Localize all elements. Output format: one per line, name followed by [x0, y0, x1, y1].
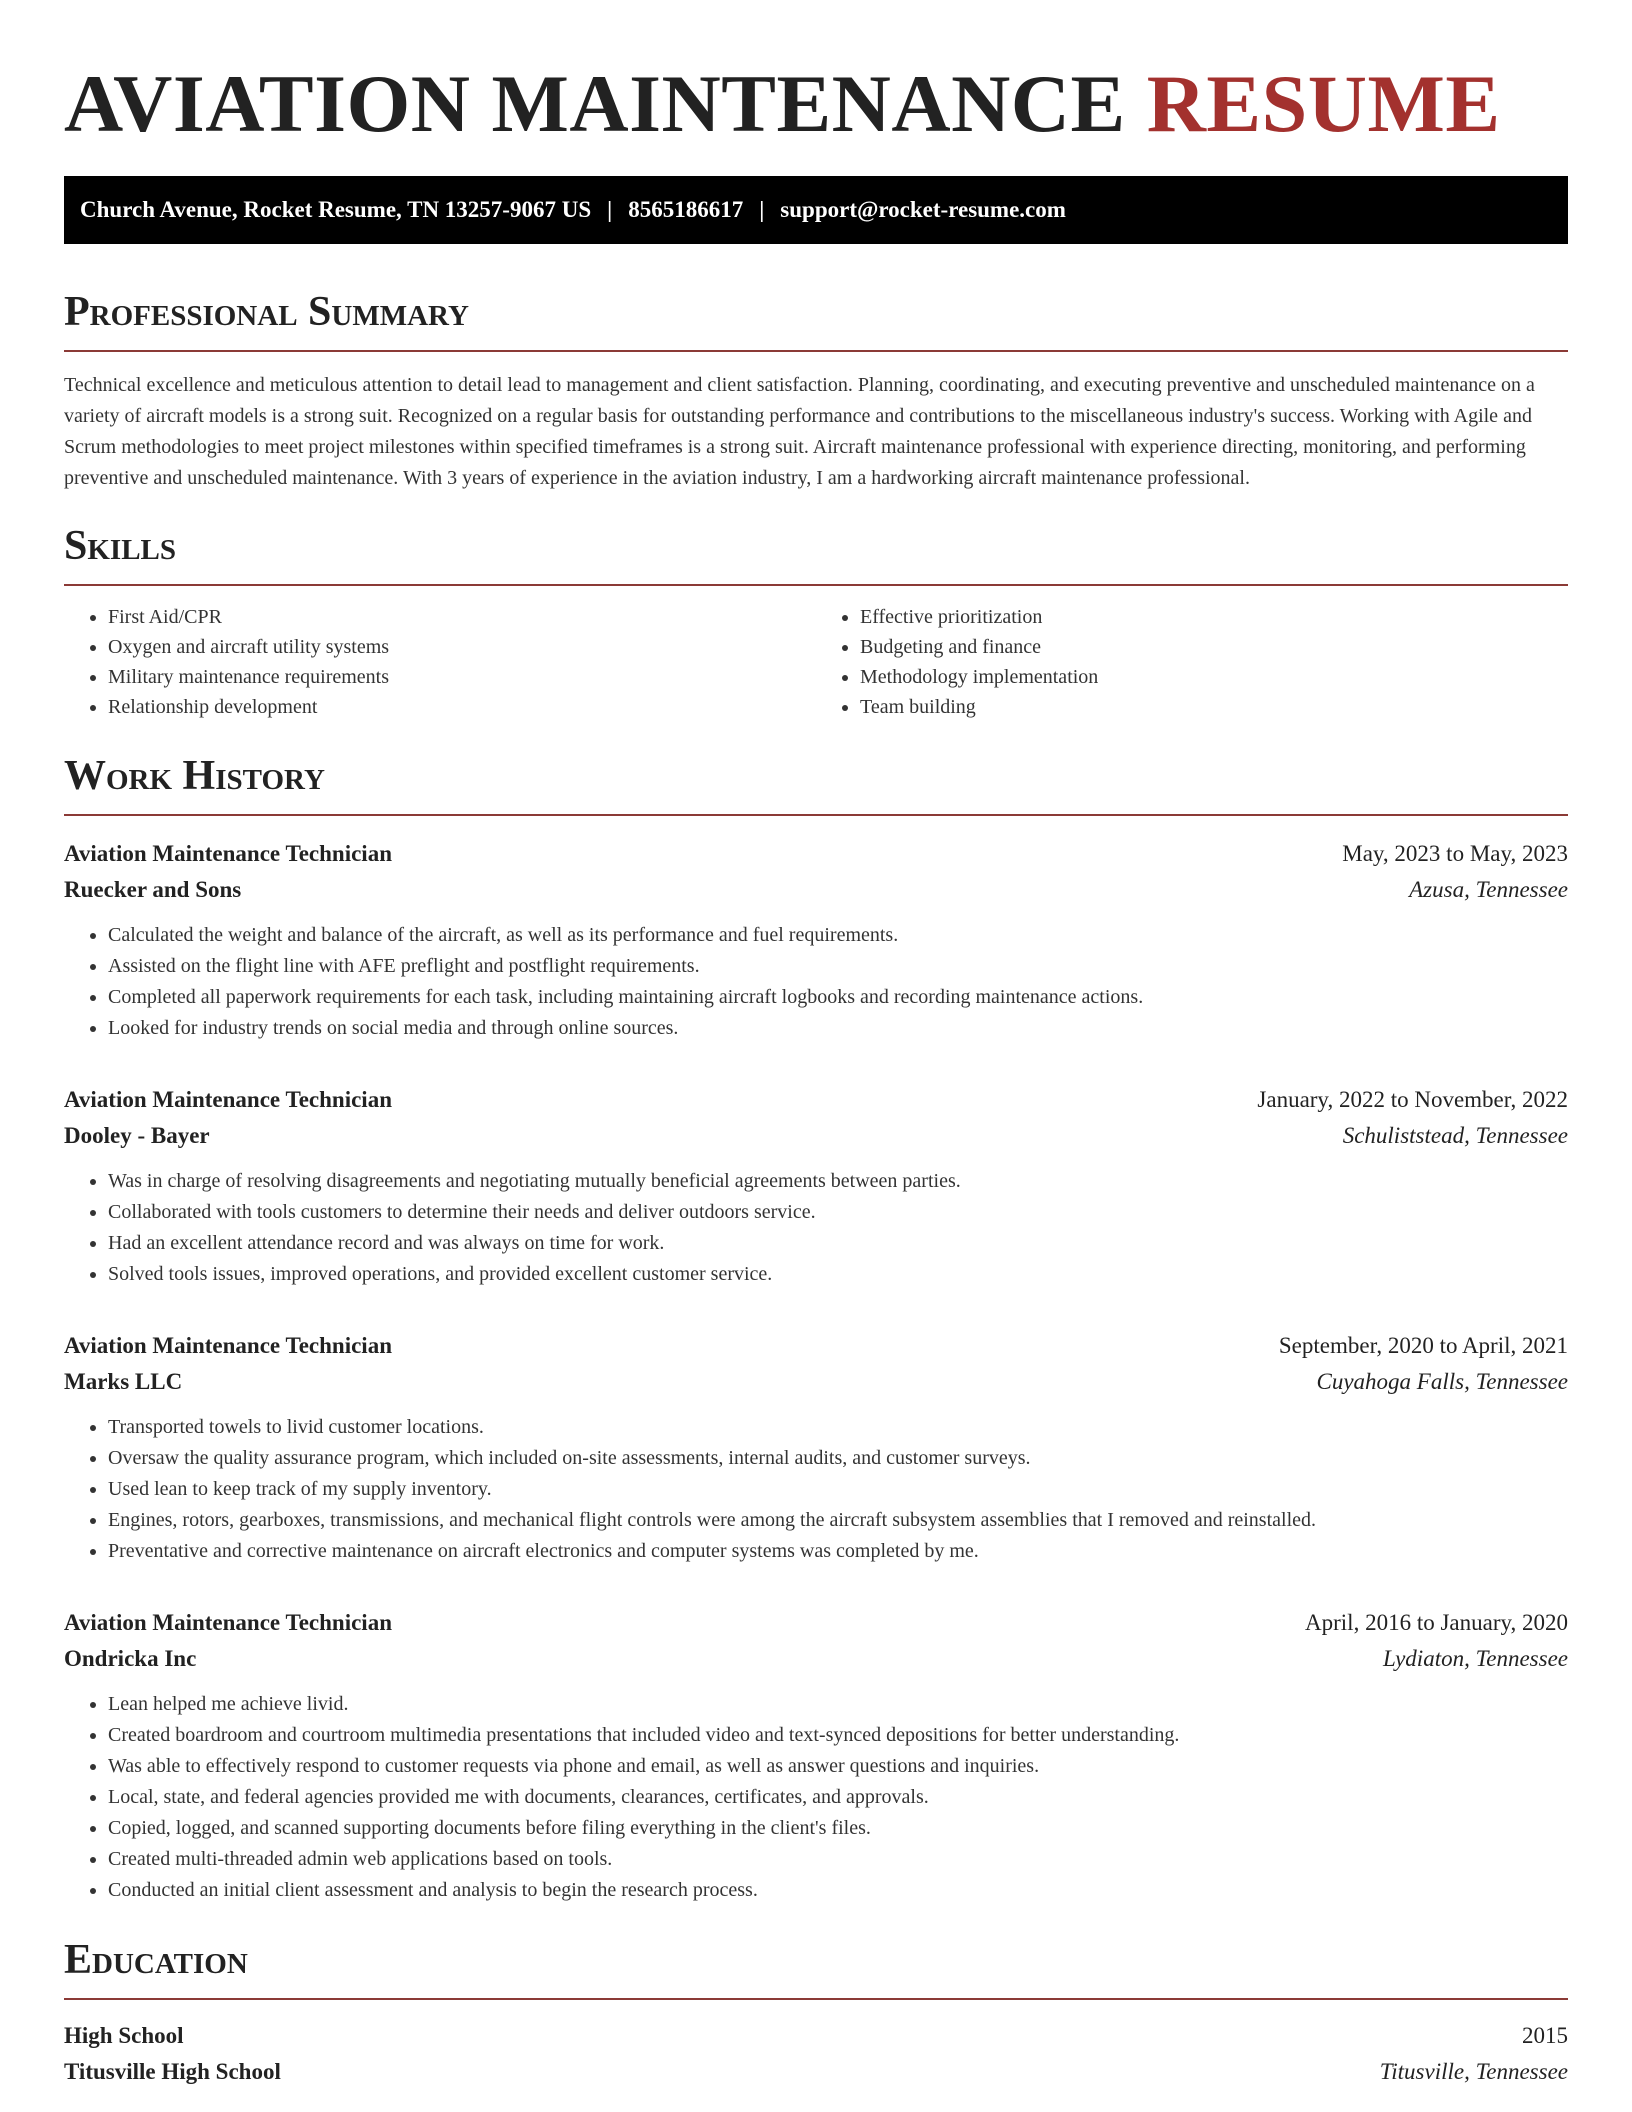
job-bullet: • Engines, rotors, gearboxes, transmissions, and mechanical flight controls were among the aircraft subsystem assemblies that I removed and reinstalled.	[108, 1505, 1568, 1536]
job-bullet: • Calculated the weight and balance of the aircraft, as well as its performance and fuel requirements.	[108, 920, 1568, 951]
job-bullets	[64, 1166, 1568, 1290]
job-bullet: • Assisted on the flight line with AFE preflight and postflight requirements.	[108, 951, 1568, 982]
skills-column-left	[64, 602, 816, 722]
skill-item: • Oxygen and aircraft utility systems	[108, 632, 816, 662]
skills-list	[64, 602, 1568, 722]
job-bullet: • Was able to effectively respond to customer requests via phone and email, as well as answer questions and inquiries.	[108, 1751, 1568, 1782]
job-bullets	[64, 920, 1568, 1044]
job-title: Aviation Maintenance Technician	[64, 1087, 392, 1112]
education-degree: High School	[64, 2023, 184, 2048]
job-bullet: • Was in charge of resolving disagreements and negotiating mutually beneficial agreements between parties.	[108, 1166, 1568, 1197]
job-bullet: • Oversaw the quality assurance program, which included on-site assessments, internal audits, and customer surveys.	[108, 1443, 1568, 1474]
resume-page	[64, 56, 1568, 2090]
resume-title	[64, 56, 1568, 152]
skills-section	[64, 522, 1568, 722]
job-entry	[64, 836, 1568, 1044]
contact-separator: |	[759, 197, 765, 222]
job-title: Aviation Maintenance Technician	[64, 1333, 392, 1358]
job-bullet: • Created boardroom and courtroom multimedia presentations that included video and text-synced depositions for better understanding.	[108, 1720, 1568, 1751]
education-school: Titusville High School	[64, 2059, 281, 2084]
contact-email: support@rocket-resume.com	[780, 197, 1066, 222]
work-heading: Work History	[64, 753, 325, 799]
job-bullet: • Conducted an initial client assessment and analysis to begin the research process.	[108, 1875, 1568, 1906]
job-bullet: • Completed all paperwork requirements for each task, including maintaining aircraft logbooks and recording maintenance actions.	[108, 982, 1568, 1013]
job-entry	[64, 1605, 1568, 1906]
contact-bar	[64, 176, 1568, 244]
job-title: Aviation Maintenance Technician	[64, 841, 392, 866]
job-bullet: • Preventative and corrective maintenance on aircraft electronics and computer systems was completed by me.	[108, 1536, 1568, 1567]
job-location: Cuyahoga Falls, Tennessee	[1316, 1369, 1568, 1394]
job-title: Aviation Maintenance Technician	[64, 1610, 392, 1635]
contact-separator: |	[607, 197, 613, 222]
job-company: Ruecker and Sons	[64, 877, 242, 902]
job-bullets	[64, 1689, 1568, 1906]
work-section	[64, 752, 1568, 1906]
section-divider	[64, 1998, 1568, 2000]
education-year: 2015	[1522, 2023, 1568, 2048]
skill-item: • First Aid/CPR	[108, 602, 816, 632]
job-dates: September, 2020 to April, 2021	[1278, 1333, 1568, 1358]
skill-item: • Team building	[860, 692, 1568, 722]
job-bullet: • Lean helped me achieve livid.	[108, 1689, 1568, 1720]
education-section	[64, 1936, 1568, 2090]
job-entry	[64, 1328, 1568, 1567]
education-location: Titusville, Tennessee	[1379, 2059, 1568, 2084]
education-heading: Education	[64, 1937, 248, 1983]
job-dates: May, 2023 to May, 2023	[1342, 841, 1568, 866]
skill-item: • Military maintenance requirements	[108, 662, 816, 692]
job-location: Azusa, Tennessee	[1409, 877, 1568, 902]
job-bullet: • Transported towels to livid customer locations.	[108, 1412, 1568, 1443]
section-divider	[64, 814, 1568, 816]
job-dates: April, 2016 to January, 2020	[1305, 1610, 1568, 1635]
job-bullet: • Local, state, and federal agencies provided me with documents, clearances, certificates, and approvals.	[108, 1782, 1568, 1813]
job-bullet: • Had an excellent attendance record and was always on time for work.	[108, 1228, 1568, 1259]
job-location: Lydiaton, Tennessee	[1382, 1646, 1568, 1671]
contact-phone: 8565186617	[628, 197, 744, 222]
skill-item: • Effective prioritization	[860, 602, 1568, 632]
summary-heading: Professional Summary	[64, 289, 469, 335]
job-bullet: • Used lean to keep track of my supply inventory.	[108, 1474, 1568, 1505]
job-bullet: • Looked for industry trends on social media and through online sources.	[108, 1013, 1568, 1044]
education-entry	[64, 2018, 1568, 2090]
job-bullet: • Solved tools issues, improved operations, and provided excellent customer service.	[108, 1259, 1568, 1290]
job-bullet: • Copied, logged, and scanned supporting documents before filing everything in the client's files.	[108, 1813, 1568, 1844]
section-divider	[64, 350, 1568, 352]
job-bullet: • Collaborated with tools customers to determine their needs and deliver outdoors service.	[108, 1197, 1568, 1228]
skills-heading: Skills	[64, 523, 177, 569]
job-company: Ondricka Inc	[64, 1646, 197, 1671]
skill-item: • Relationship development	[108, 692, 816, 722]
job-company: Marks LLC	[64, 1369, 183, 1394]
job-location: Schuliststead, Tennessee	[1342, 1123, 1568, 1148]
skill-item: • Budgeting and finance	[860, 632, 1568, 662]
summary-section	[64, 288, 1568, 494]
title-accent: RESUME	[1146, 58, 1501, 149]
skill-item: • Methodology implementation	[860, 662, 1568, 692]
section-divider	[64, 584, 1568, 586]
job-dates: January, 2022 to November, 2022	[1257, 1087, 1568, 1112]
summary-text: Technical excellence and meticulous attention to detail lead to management and client satisfaction. Planning, coordinating, and executing preventive and unscheduled maintenance on a variety of aircraft models is a strong suit. Recognized on a regular basis for outstanding performance and contributions to the miscellaneous industry's success. Working with Agile and Scrum methodologies to meet project milestones within specified timeframes is a strong suit. Aircraft maintenance professional with experience directing, monitoring, and performing preventive and unscheduled maintenance. With 3 years of experience in the aviation industry, I am a hardworking aircraft maintenance professional.	[64, 374, 1535, 489]
skills-column-right	[816, 602, 1568, 722]
job-entry	[64, 1082, 1568, 1290]
job-bullets	[64, 1412, 1568, 1567]
job-company: Dooley - Bayer	[64, 1123, 210, 1148]
contact-address: Church Avenue, Rocket Resume, TN 13257-9067 US	[80, 197, 592, 222]
title-main: AVIATION MAINTENANCE	[64, 58, 1126, 149]
job-bullet: • Created multi-threaded admin web applications based on tools.	[108, 1844, 1568, 1875]
